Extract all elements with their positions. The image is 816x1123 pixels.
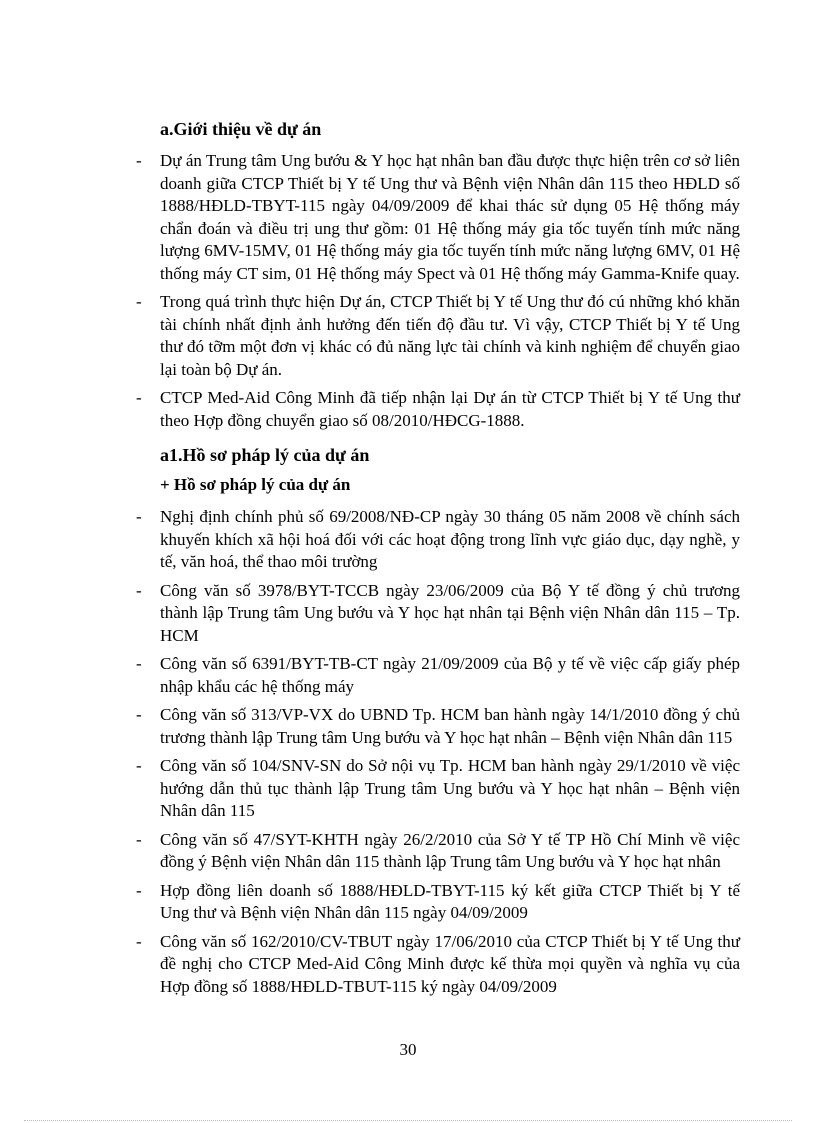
list-item-text: Công văn số 162/2010/CV-TBUT ngày 17/06/2010 của CTCP Thiết bị Y tế Ung thư đề nghị cho CTCP Med-Aid Công Minh được kế thừa mọi quyền và nghĩa vụ của Hợp đồng số 1888/HĐLD-TBUT-115 ký ngày 04/09/2009: [160, 931, 740, 996]
list-item: [136, 931, 740, 999]
bullet-dash: -: [136, 931, 142, 951]
page-number: 30: [399, 1040, 417, 1059]
list-item: [136, 506, 740, 574]
list-item: [136, 755, 740, 823]
bullet-dash: -: [136, 829, 142, 849]
bullet-dash: -: [136, 151, 142, 170]
list-item-text: Công văn số 313/VP-VX do UBND Tp. HCM ban hành ngày 14/1/2010 đồng ý chủ trương thành lập Trung tâm Ung bướu và Y học hạt nhân – Bệnh viện Nhân dân 115: [160, 705, 740, 747]
section-a1-heading: a1.Hồ sơ pháp lý của dự án: [160, 445, 370, 465]
list-item-text: Công văn số 47/SYT-KHTH ngày 26/2/2010 của Sở Y tế TP Hồ Chí Minh về việc đồng ý Bệnh viện Nhân dân 115 thành lập Trung tâm Ung bướu và Y học hạt nhân: [160, 829, 740, 871]
page-bottom-divider: [24, 1120, 792, 1121]
list-item: [136, 704, 740, 749]
list-item: [136, 580, 740, 648]
page-content: [136, 116, 740, 1004]
bullet-dash: -: [136, 880, 142, 900]
list-item: [136, 150, 740, 285]
list-item-text: Hợp đồng liên doanh số 1888/HĐLD-TBYT-115 ký kết giữa CTCP Thiết bị Y tế Ung thư và Bệnh viện Nhân dân 115 ngày 04/09/2009: [160, 880, 740, 922]
list-item-text: Nghị định chính phủ số 69/2008/NĐ-CP ngày 30 tháng 05 năm 2008 về chính sách khuyến khích xã hội hoá đối với các hoạt động trong lĩnh vực giáo dục, dạy nghề, y tế, văn hoá, thể thao môi trường: [160, 507, 740, 571]
list-item: [136, 829, 740, 874]
list-item: [136, 291, 740, 381]
list-item-text: Trong quá trình thực hiện Dự án, CTCP Thiết bị Y tế Ung thư đó cú những khó khăn tài chính nhất định ảnh hưởng đến tiến độ đầu tư. Vì vậy, CTCP Thiết bị Y tế Ung thư đó tỡm một đơn vị khác có đủ năng lực tài chính và kinh nghiệm để chuyển giao lại toàn bộ Dự án.: [160, 292, 740, 379]
list-item: [136, 880, 740, 925]
list-item: [136, 653, 740, 698]
bullet-dash: -: [136, 654, 142, 673]
list-item-text: Dự án Trung tâm Ung bướu & Y học hạt nhân ban đầu được thực hiện trên cơ sở liên doanh giữa CTCP Thiết bị Y tế Ung thư và Bệnh viện Nhân dân 115 theo HĐLD số 1888/HĐLD-TBYT-115 ngày 04/09/2009 để khai thác sử dụng 05 Hệ thống máy chẩn đoán và điều trị ung thư gồm: 01 Hệ thống máy gia tốc tuyến tính mức năng lượng 6MV-15MV, 01 Hệ thống máy gia tốc tuyến tính mức năng lượng 6MV, 01 Hệ thống máy CT sim, 01 Hệ thống máy Spect và 01 Hệ thống máy Gamma-Knife quay.: [160, 151, 740, 283]
bullet-dash: -: [136, 580, 142, 600]
bullet-dash: -: [136, 388, 142, 407]
section-a1-subheading: + Hồ sơ pháp lý của dự án: [160, 475, 351, 494]
bullet-dash: -: [136, 756, 142, 775]
bullet-dash: -: [136, 507, 142, 526]
list-item-text: Công văn số 104/SNV-SN do Sở nội vụ Tp. HCM ban hành ngày 29/1/2010 về việc hướng dẫn thủ tục thành lập Trung tâm Ung bướu và Y học hạt nhân – Bệnh viện Nhân dân 115: [160, 756, 740, 820]
bullet-dash: -: [136, 292, 142, 311]
list-item-text: Công văn số 3978/BYT-TCCB ngày 23/06/2009 của Bộ Y tế đồng ý chủ trương thành lập Trung tâm Ung bướu và Y học hạt nhân tại Bệnh viện Nhân dân 115 – Tp. HCM: [160, 580, 740, 645]
section-a-heading: a.Giới thiệu về dự án: [160, 119, 322, 139]
list-item-text: CTCP Med-Aid Công Minh đã tiếp nhận lại Dự án từ CTCP Thiết bị Y tế Ung thư theo Hợp đồng chuyển giao số 08/2010/HĐCG-1888.: [160, 388, 740, 430]
bullet-dash: -: [136, 705, 142, 724]
list-item: [136, 387, 740, 432]
list-item-text: Công văn số 6391/BYT-TB-CT ngày 21/09/2009 của Bộ y tế về việc cấp giấy phép nhập khẩu các hệ thống máy: [160, 654, 740, 696]
